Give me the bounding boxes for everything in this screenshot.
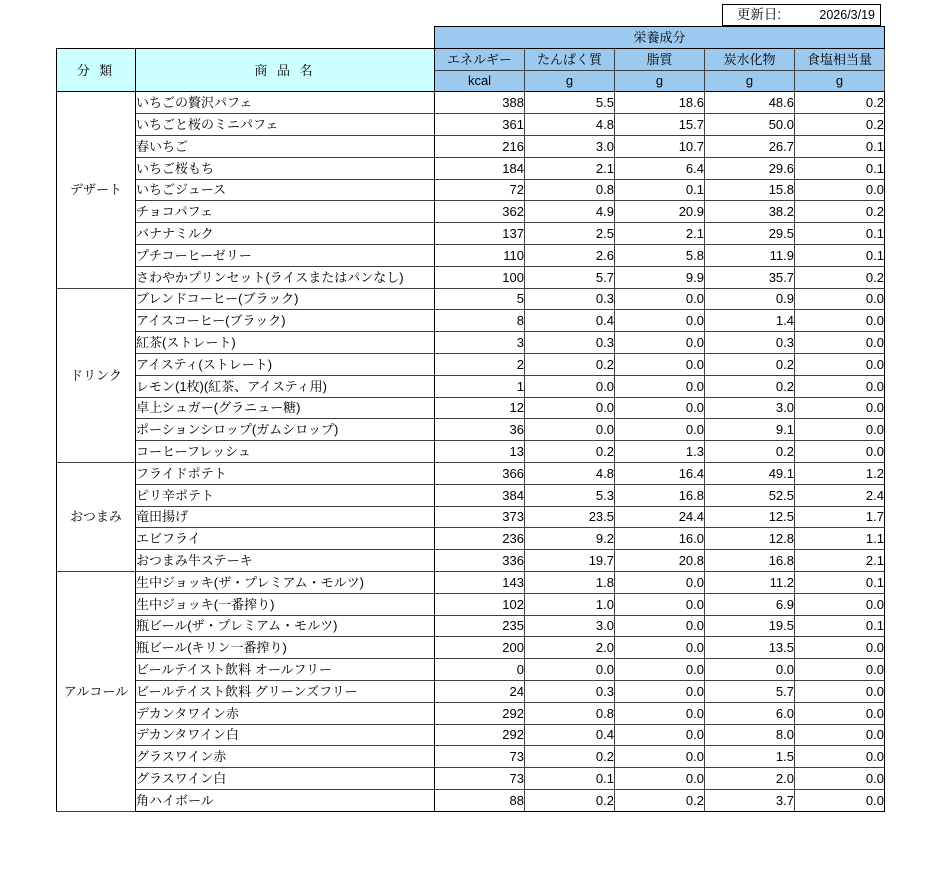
update-date-label: 更新日: [736, 7, 782, 23]
nutrition-value-cell: 12 [435, 397, 525, 419]
table-row [57, 419, 885, 441]
nutrition-value-cell: 16.0 [615, 528, 705, 550]
table-row [57, 310, 885, 332]
header-product-name: 商 品 名 [136, 48, 435, 92]
nutrition-value-cell: 6.9 [705, 593, 795, 615]
product-name-cell: ビールテイスト飲料 グリーンズフリー [136, 680, 435, 702]
nutrition-value-cell: 1.8 [525, 571, 615, 593]
nutrition-value-cell: 184 [435, 157, 525, 179]
nutrition-value-cell: 18.6 [615, 92, 705, 114]
nutrition-value-cell: 0.1 [795, 223, 885, 245]
table-row [57, 157, 885, 179]
table-row [57, 244, 885, 266]
nutrition-value-cell: 5 [435, 288, 525, 310]
nutrition-value-cell: 0.0 [615, 353, 705, 375]
table-row [57, 768, 885, 790]
nutrition-value-cell: 2.1 [795, 550, 885, 572]
nutrition-value-cell: 0.1 [615, 179, 705, 201]
nutrition-value-cell: 0.0 [795, 179, 885, 201]
product-name-cell: デカンタワイン白 [136, 724, 435, 746]
table-row [57, 680, 885, 702]
nutrition-value-cell: 0.2 [705, 375, 795, 397]
nutrition-value-cell: 0.0 [615, 397, 705, 419]
unit-fat: g [615, 70, 705, 92]
table-body [57, 92, 885, 811]
product-name-cell: 生中ジョッキ(一番搾り) [136, 593, 435, 615]
nutrition-value-cell: 2.6 [525, 244, 615, 266]
nutrition-value-cell: 29.5 [705, 223, 795, 245]
update-date-value: 2026/3/19 [819, 7, 875, 22]
nutrition-value-cell: 1.4 [705, 310, 795, 332]
nutrition-value-cell: 5.3 [525, 484, 615, 506]
table-row [57, 746, 885, 768]
nutrition-value-cell: 0.0 [615, 746, 705, 768]
nutrition-value-cell: 0.1 [525, 768, 615, 790]
table-row [57, 92, 885, 114]
nutrition-value-cell: 0.0 [705, 659, 795, 681]
nutrition-value-cell: 0.0 [795, 702, 885, 724]
table-row [57, 550, 885, 572]
table-row [57, 353, 885, 375]
nutrition-value-cell: 0.2 [795, 92, 885, 114]
nutrition-value-cell: 0.2 [525, 353, 615, 375]
nutrition-value-cell: 6.4 [615, 157, 705, 179]
product-name-cell: レモン(1枚)(紅茶、アイスティ用) [136, 375, 435, 397]
nutrition-value-cell: 0.3 [705, 332, 795, 354]
nutrition-value-cell: 1.7 [795, 506, 885, 528]
nutrition-value-cell: 0.0 [795, 310, 885, 332]
nutrition-value-cell: 11.2 [705, 571, 795, 593]
nutrition-value-cell: 16.4 [615, 462, 705, 484]
header-carbohydrate: 炭水化物 [705, 48, 795, 70]
nutrition-value-cell: 19.5 [705, 615, 795, 637]
table-row [57, 266, 885, 288]
product-name-cell: 瓶ビール(ザ・プレミアム・モルツ) [136, 615, 435, 637]
nutrition-value-cell: 0.0 [525, 397, 615, 419]
product-name-cell: フライドポテト [136, 462, 435, 484]
table-row [57, 615, 885, 637]
nutrition-value-cell: 13 [435, 441, 525, 463]
nutrition-value-cell: 5.7 [525, 266, 615, 288]
nutrition-value-cell: 0 [435, 659, 525, 681]
nutrition-value-cell: 0.0 [615, 724, 705, 746]
product-name-cell: 角ハイボール [136, 789, 435, 811]
nutrition-value-cell: 0.0 [795, 288, 885, 310]
nutrition-value-cell: 1.5 [705, 746, 795, 768]
unit-carbohydrate: g [705, 70, 795, 92]
product-name-cell: さわやかプリンセット(ライスまたはパンなし) [136, 266, 435, 288]
nutrition-value-cell: 5.7 [705, 680, 795, 702]
header-category: 分 類 [57, 48, 136, 92]
nutrition-value-cell: 0.0 [615, 571, 705, 593]
nutrition-value-cell: 236 [435, 528, 525, 550]
nutrition-value-cell: 0.0 [795, 419, 885, 441]
table-header [57, 27, 885, 92]
nutrition-value-cell: 362 [435, 201, 525, 223]
nutrition-value-cell: 9.9 [615, 266, 705, 288]
nutrition-value-cell: 0.1 [795, 571, 885, 593]
nutrition-value-cell: 0.0 [795, 680, 885, 702]
nutrition-value-cell: 0.0 [615, 288, 705, 310]
nutrition-value-cell: 73 [435, 746, 525, 768]
nutrition-value-cell: 16.8 [705, 550, 795, 572]
header-fat: 脂質 [615, 48, 705, 70]
header-row-nutrients [57, 48, 885, 70]
table-row [57, 484, 885, 506]
table-row [57, 528, 885, 550]
nutrition-value-cell: 0.0 [795, 724, 885, 746]
nutrition-value-cell: 361 [435, 114, 525, 136]
product-name-cell: 瓶ビール(キリン一番搾り) [136, 637, 435, 659]
nutrition-value-cell: 0.0 [615, 768, 705, 790]
nutrition-value-cell: 0.0 [795, 332, 885, 354]
table-row [57, 637, 885, 659]
header-spacer-category [57, 27, 136, 49]
nutrition-value-cell: 0.2 [705, 441, 795, 463]
nutrition-table [56, 26, 885, 812]
nutrition-value-cell: 100 [435, 266, 525, 288]
nutrition-value-cell: 0.8 [525, 179, 615, 201]
product-name-cell: デカンタワイン赤 [136, 702, 435, 724]
product-name-cell: グラスワイン白 [136, 768, 435, 790]
unit-salt: g [795, 70, 885, 92]
nutrition-value-cell: 0.4 [525, 310, 615, 332]
nutrition-value-cell: 0.8 [525, 702, 615, 724]
product-name-cell: 卓上シュガー(グラニュー糖) [136, 397, 435, 419]
product-name-cell: アイスティ(ストレート) [136, 353, 435, 375]
nutrition-value-cell: 143 [435, 571, 525, 593]
nutrition-value-cell: 0.2 [525, 746, 615, 768]
nutrition-value-cell: 0.3 [525, 288, 615, 310]
nutrition-value-cell: 0.0 [795, 746, 885, 768]
nutrition-value-cell: 0.0 [615, 332, 705, 354]
product-name-cell: ポーションシロップ(ガムシロップ) [136, 419, 435, 441]
nutrition-value-cell: 0.0 [615, 637, 705, 659]
table-row [57, 288, 885, 310]
product-name-cell: ビールテイスト飲料 オールフリー [136, 659, 435, 681]
nutrition-value-cell: 2.4 [795, 484, 885, 506]
table-row [57, 724, 885, 746]
nutrition-value-cell: 13.5 [705, 637, 795, 659]
nutrition-value-cell: 0.0 [795, 789, 885, 811]
nutrition-value-cell: 49.1 [705, 462, 795, 484]
table-row [57, 506, 885, 528]
nutrition-value-cell: 4.8 [525, 462, 615, 484]
product-name-cell: プチコーヒーゼリー [136, 244, 435, 266]
unit-protein: g [525, 70, 615, 92]
nutrition-value-cell: 15.7 [615, 114, 705, 136]
nutrition-value-cell: 10.7 [615, 135, 705, 157]
nutrition-value-cell: 137 [435, 223, 525, 245]
nutrition-value-cell: 2.0 [525, 637, 615, 659]
nutrition-value-cell: 8.0 [705, 724, 795, 746]
nutrition-value-cell: 0.0 [795, 637, 885, 659]
table-row [57, 659, 885, 681]
nutrition-value-cell: 52.5 [705, 484, 795, 506]
nutrition-value-cell: 292 [435, 702, 525, 724]
nutrition-value-cell: 50.0 [705, 114, 795, 136]
table-row [57, 114, 885, 136]
nutrition-value-cell: 5.8 [615, 244, 705, 266]
nutrition-value-cell: 23.5 [525, 506, 615, 528]
nutrition-value-cell: 1.0 [525, 593, 615, 615]
nutrition-value-cell: 4.9 [525, 201, 615, 223]
category-cell: ドリンク [57, 288, 136, 462]
nutrition-value-cell: 0.2 [795, 201, 885, 223]
header-row-group [57, 27, 885, 49]
table-row [57, 179, 885, 201]
nutrition-value-cell: 0.2 [525, 441, 615, 463]
product-name-cell: チョコパフェ [136, 201, 435, 223]
header-energy: エネルギー [435, 48, 525, 70]
nutrition-value-cell: 292 [435, 724, 525, 746]
nutrition-value-cell: 0.0 [525, 375, 615, 397]
nutrition-value-cell: 0.1 [795, 135, 885, 157]
nutrition-value-cell: 0.3 [525, 680, 615, 702]
nutrition-value-cell: 0.0 [615, 680, 705, 702]
product-name-cell: 生中ジョッキ(ザ・プレミアム・モルツ) [136, 571, 435, 593]
table-row [57, 593, 885, 615]
nutrition-value-cell: 0.0 [795, 397, 885, 419]
table-row [57, 397, 885, 419]
nutrition-value-cell: 15.8 [705, 179, 795, 201]
nutrition-value-cell: 0.0 [795, 353, 885, 375]
product-name-cell: いちご桜もち [136, 157, 435, 179]
update-date-box [722, 4, 881, 26]
nutrition-value-cell: 2 [435, 353, 525, 375]
nutrition-value-cell: 11.9 [705, 244, 795, 266]
table-row [57, 375, 885, 397]
product-name-cell: おつまみ牛ステーキ [136, 550, 435, 572]
nutrition-value-cell: 373 [435, 506, 525, 528]
nutrition-value-cell: 384 [435, 484, 525, 506]
product-name-cell: バナナミルク [136, 223, 435, 245]
nutrition-value-cell: 0.1 [795, 615, 885, 637]
nutrition-value-cell: 12.5 [705, 506, 795, 528]
unit-energy: kcal [435, 70, 525, 92]
nutrition-value-cell: 19.7 [525, 550, 615, 572]
nutrition-value-cell: 6.0 [705, 702, 795, 724]
nutrition-value-cell: 3.0 [525, 615, 615, 637]
product-name-cell: アイスコーヒー(ブラック) [136, 310, 435, 332]
nutrition-value-cell: 73 [435, 768, 525, 790]
nutrition-value-cell: 0.2 [795, 266, 885, 288]
nutrition-value-cell: 0.0 [615, 615, 705, 637]
nutrition-value-cell: 4.8 [525, 114, 615, 136]
header-salt: 食塩相当量 [795, 48, 885, 70]
nutrition-value-cell: 20.9 [615, 201, 705, 223]
product-name-cell: コーヒーフレッシュ [136, 441, 435, 463]
nutrition-value-cell: 8 [435, 310, 525, 332]
table-row [57, 789, 885, 811]
category-cell: デザート [57, 92, 136, 288]
product-name-cell: 竜田揚げ [136, 506, 435, 528]
nutrition-value-cell: 2.1 [525, 157, 615, 179]
header-protein: たんぱく質 [525, 48, 615, 70]
nutrition-value-cell: 0.0 [615, 419, 705, 441]
header-spacer-product [136, 27, 435, 49]
category-cell: アルコール [57, 571, 136, 811]
nutrition-value-cell: 0.0 [615, 702, 705, 724]
nutrition-value-cell: 0.2 [525, 789, 615, 811]
product-name-cell: いちごと桜のミニパフェ [136, 114, 435, 136]
nutrition-value-cell: 0.3 [525, 332, 615, 354]
nutrition-value-cell: 88 [435, 789, 525, 811]
nutrition-value-cell: 1.2 [795, 462, 885, 484]
nutrition-value-cell: 0.2 [705, 353, 795, 375]
nutrition-value-cell: 1.1 [795, 528, 885, 550]
nutrition-value-cell: 0.0 [525, 659, 615, 681]
table-row [57, 462, 885, 484]
nutrition-value-cell: 2.0 [705, 768, 795, 790]
nutrition-value-cell: 235 [435, 615, 525, 637]
nutrition-value-cell: 2.5 [525, 223, 615, 245]
product-name-cell: いちごジュース [136, 179, 435, 201]
nutrition-value-cell: 2.1 [615, 223, 705, 245]
nutrition-value-cell: 0.9 [705, 288, 795, 310]
nutrition-value-cell: 0.1 [795, 244, 885, 266]
nutrition-value-cell: 0.0 [795, 375, 885, 397]
nutrition-value-cell: 0.2 [615, 789, 705, 811]
table-row [57, 441, 885, 463]
product-name-cell: ピリ辛ポテト [136, 484, 435, 506]
nutrition-value-cell: 29.6 [705, 157, 795, 179]
nutrition-value-cell: 35.7 [705, 266, 795, 288]
table-row [57, 571, 885, 593]
nutrition-value-cell: 0.0 [615, 375, 705, 397]
nutrition-value-cell: 9.1 [705, 419, 795, 441]
nutrition-value-cell: 24.4 [615, 506, 705, 528]
nutrition-value-cell: 36 [435, 419, 525, 441]
nutrition-value-cell: 388 [435, 92, 525, 114]
nutrition-value-cell: 38.2 [705, 201, 795, 223]
product-name-cell: 春いちご [136, 135, 435, 157]
nutrition-value-cell: 24 [435, 680, 525, 702]
nutrition-value-cell: 9.2 [525, 528, 615, 550]
nutrition-value-cell: 3.0 [525, 135, 615, 157]
nutrition-value-cell: 0.0 [795, 659, 885, 681]
nutrition-value-cell: 5.5 [525, 92, 615, 114]
nutrition-value-cell: 0.0 [615, 593, 705, 615]
nutrition-value-cell: 216 [435, 135, 525, 157]
nutrition-value-cell: 26.7 [705, 135, 795, 157]
nutrition-value-cell: 3 [435, 332, 525, 354]
nutrition-value-cell: 3.7 [705, 789, 795, 811]
nutrition-value-cell: 0.0 [525, 419, 615, 441]
table-row [57, 332, 885, 354]
nutrition-value-cell: 20.8 [615, 550, 705, 572]
nutrition-value-cell: 1 [435, 375, 525, 397]
nutrition-value-cell: 0.0 [795, 593, 885, 615]
nutrition-value-cell: 3.0 [705, 397, 795, 419]
nutrition-value-cell: 366 [435, 462, 525, 484]
table-row [57, 201, 885, 223]
product-name-cell: エビフライ [136, 528, 435, 550]
nutrition-value-cell: 102 [435, 593, 525, 615]
nutrition-value-cell: 16.8 [615, 484, 705, 506]
nutrition-value-cell: 48.6 [705, 92, 795, 114]
product-name-cell: いちごの贅沢パフェ [136, 92, 435, 114]
nutrition-value-cell: 1.3 [615, 441, 705, 463]
nutrition-value-cell: 336 [435, 550, 525, 572]
product-name-cell: グラスワイン赤 [136, 746, 435, 768]
nutrition-value-cell: 0.0 [795, 768, 885, 790]
table-row [57, 223, 885, 245]
nutrition-value-cell: 0.0 [615, 659, 705, 681]
nutrition-value-cell: 0.4 [525, 724, 615, 746]
nutrition-value-cell: 0.0 [795, 441, 885, 463]
table-row [57, 702, 885, 724]
nutrition-value-cell: 0.0 [615, 310, 705, 332]
nutrition-value-cell: 72 [435, 179, 525, 201]
category-cell: おつまみ [57, 462, 136, 571]
nutrition-group-header: 栄養成分 [435, 27, 885, 49]
nutrition-value-cell: 0.2 [795, 114, 885, 136]
nutrition-value-cell: 12.8 [705, 528, 795, 550]
nutrition-value-cell: 110 [435, 244, 525, 266]
nutrition-value-cell: 200 [435, 637, 525, 659]
nutrition-value-cell: 0.1 [795, 157, 885, 179]
table-row [57, 135, 885, 157]
product-name-cell: ブレンドコーヒー(ブラック) [136, 288, 435, 310]
product-name-cell: 紅茶(ストレート) [136, 332, 435, 354]
